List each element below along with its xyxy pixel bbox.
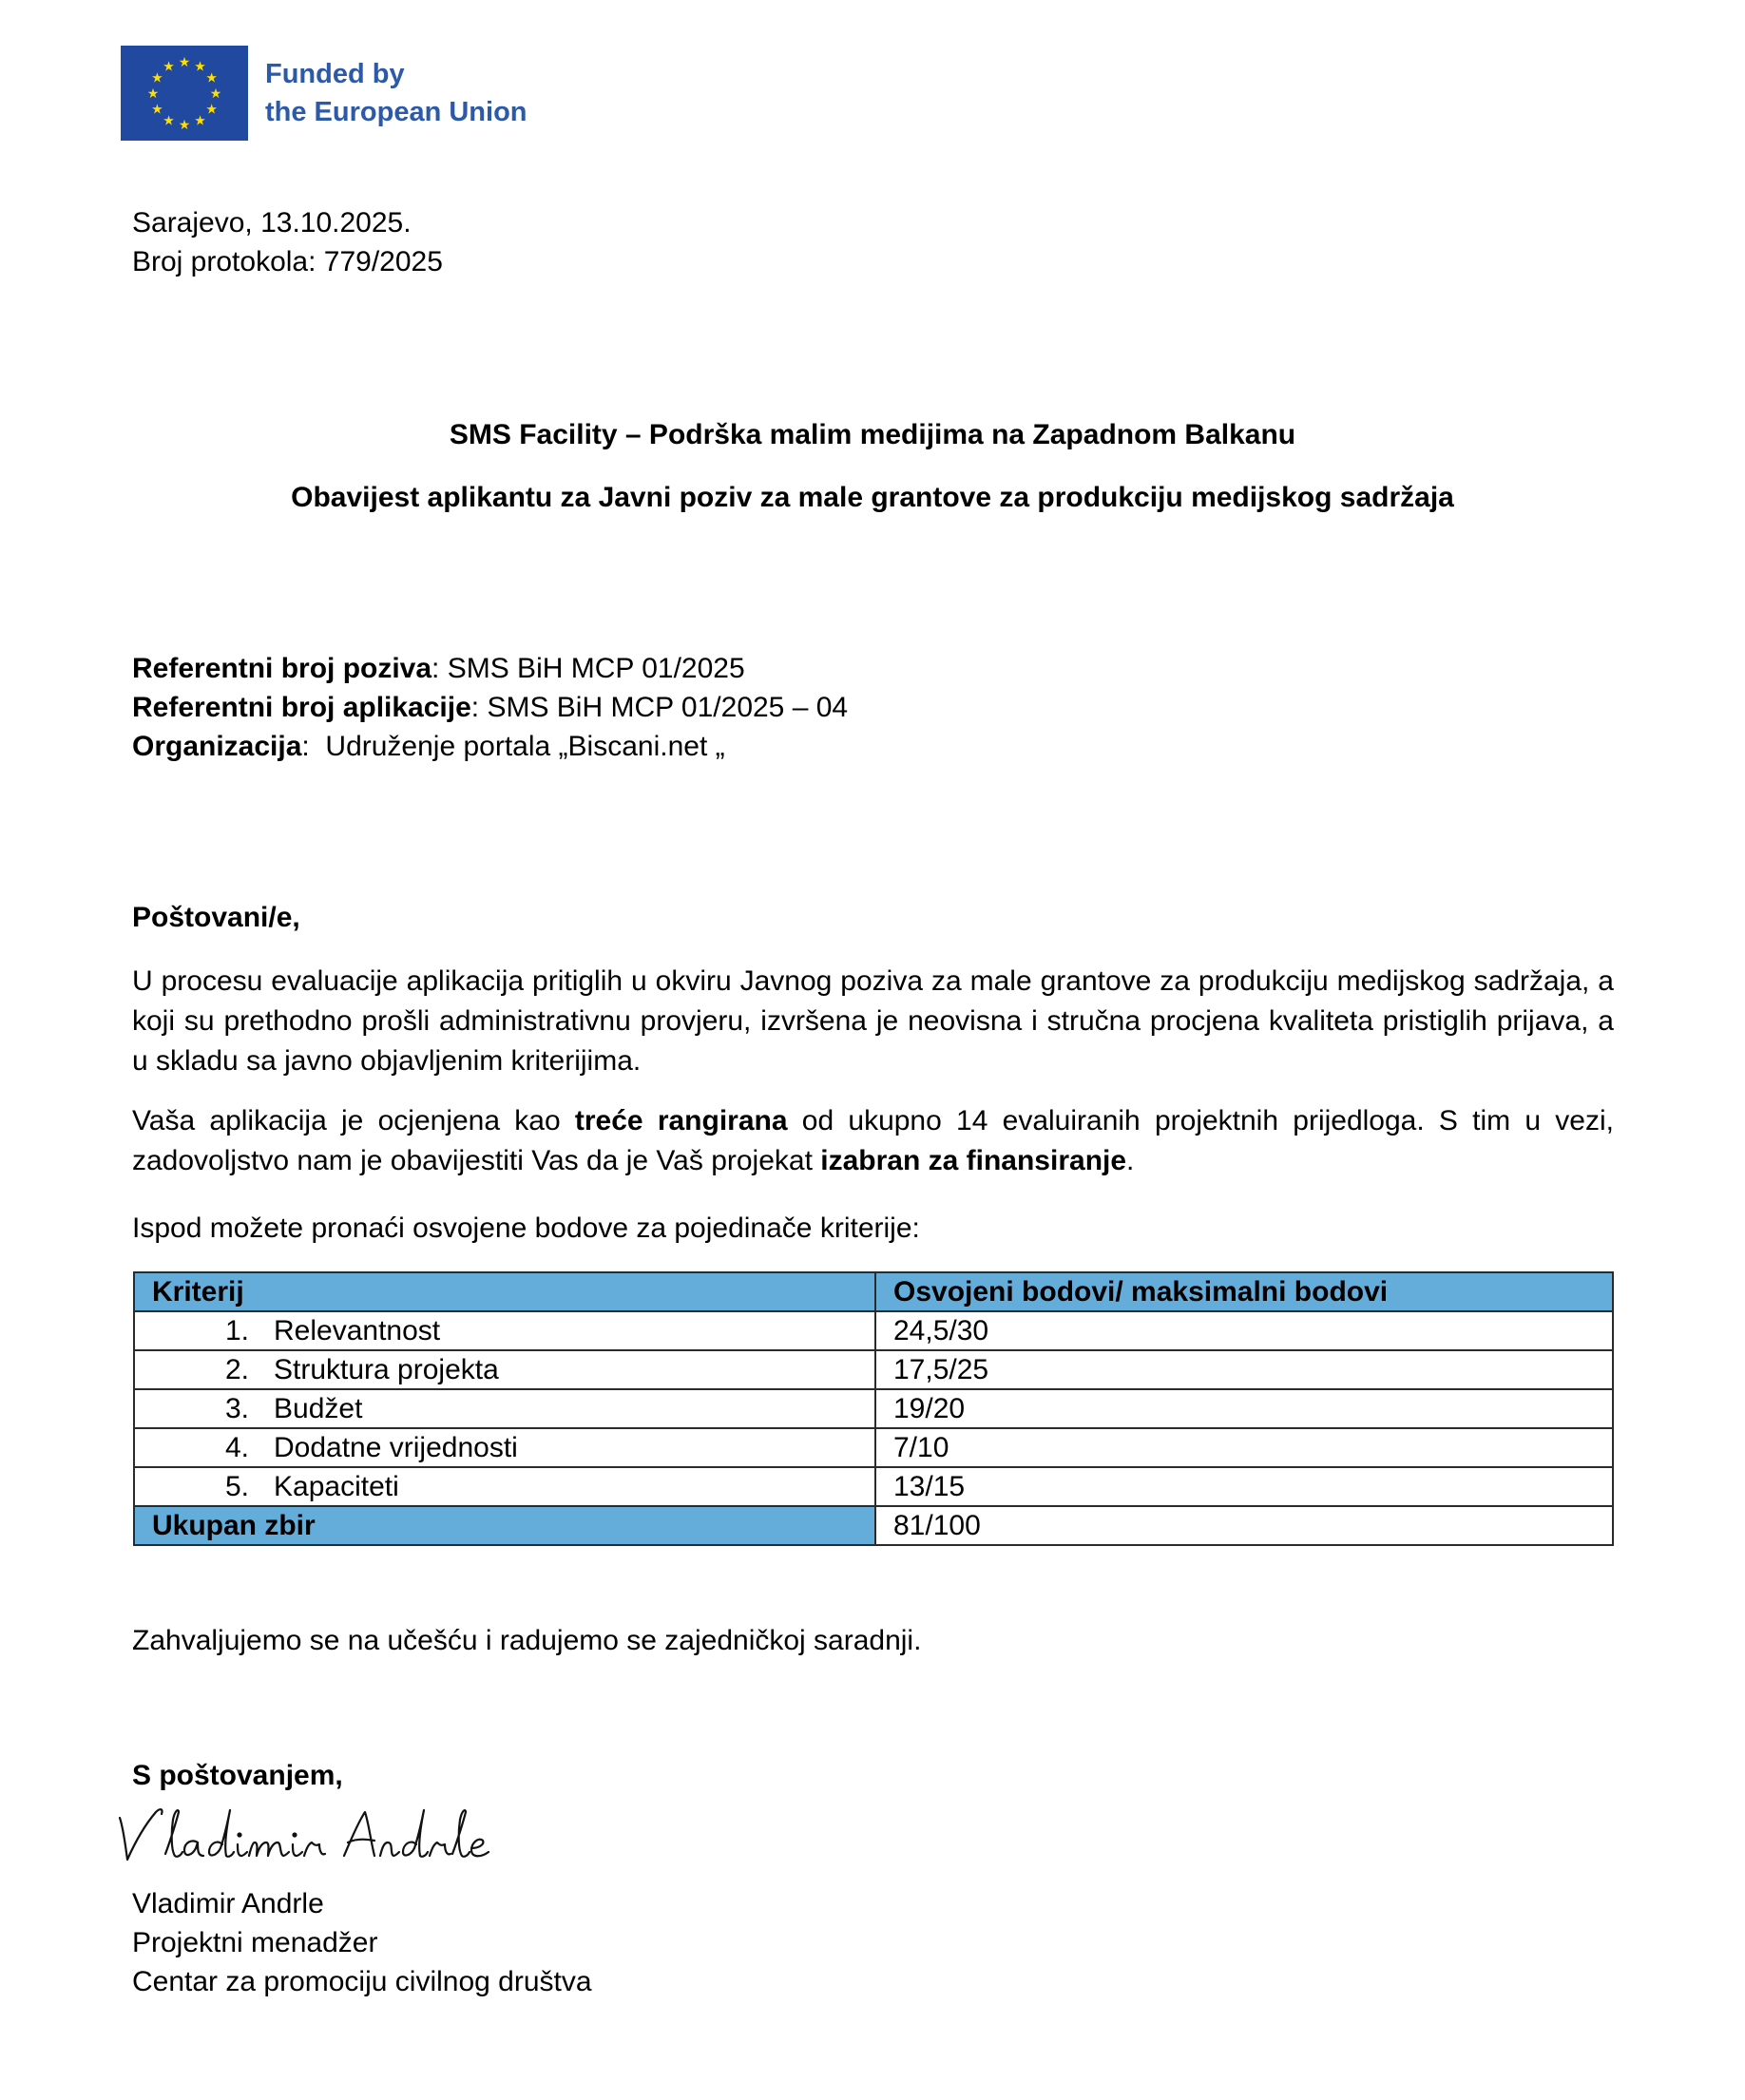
place-date: Sarajevo, 13.10.2025. bbox=[132, 207, 412, 239]
signer-organization: Centar za promociju civilnog društva bbox=[132, 1966, 592, 1997]
closing-salutation: S poštovanjem, bbox=[132, 1760, 343, 1791]
score-cell: 19/20 bbox=[875, 1389, 1613, 1428]
scores-intro: Ispod možete pronaći osvojene bodove za pojedinače kriterije: bbox=[132, 1212, 920, 1244]
signer-name: Vladimir Andrle bbox=[132, 1888, 324, 1919]
eu-text-line2: the European Union bbox=[265, 97, 527, 127]
total-label: Ukupan zbir bbox=[134, 1506, 875, 1545]
score-cell: 13/15 bbox=[875, 1467, 1613, 1506]
rank-highlight: treće rangirana bbox=[574, 1105, 788, 1136]
svg-text:★: ★ bbox=[205, 69, 218, 86]
evaluation-paragraph: U procesu evaluacije aplikacija pritiglih u okviru Javnog poziva za male grantove za produkciju medijskog sadržaja, a koji su prethodno prošli administrativnu provjeru, izvršena je neovisna i stručna procjena kvaliteta pristiglih prijava, a u skladu sa javno objavljenim kriterijima. bbox=[132, 965, 1614, 1077]
svg-text:★: ★ bbox=[146, 86, 160, 101]
organization bbox=[132, 727, 848, 766]
criterion-label: Budžet bbox=[274, 1393, 363, 1424]
reference-block bbox=[132, 649, 848, 766]
criterion-cell bbox=[134, 1467, 875, 1506]
svg-text:★: ★ bbox=[209, 86, 222, 101]
svg-text:★: ★ bbox=[163, 112, 175, 128]
result-text-1: Vaša aplikacija je ocjenjena kao bbox=[132, 1105, 575, 1136]
call-reference-value: : SMS BiH MCP 01/2025 bbox=[431, 653, 745, 684]
result-text-2: od ukupno 14 evaluiranih projektnih prijedloga. S tim u vezi, zadovoljstvo nam je obavijestiti Vas da je Vaš projekat bbox=[132, 1105, 1614, 1176]
criterion-label: Struktura projekta bbox=[274, 1354, 499, 1385]
svg-text:★: ★ bbox=[194, 112, 206, 128]
svg-text:★: ★ bbox=[151, 69, 163, 86]
svg-text:★: ★ bbox=[194, 58, 206, 74]
letter-meta bbox=[132, 203, 443, 281]
eu-flag-icon bbox=[121, 46, 248, 141]
criterion-number: 1. bbox=[224, 1315, 249, 1346]
criterion-label: Relevantnost bbox=[274, 1315, 441, 1346]
call-reference-label: Referentni broj poziva bbox=[132, 653, 432, 684]
table-row bbox=[134, 1350, 1613, 1389]
result-paragraph bbox=[132, 1101, 1614, 1181]
svg-text:★: ★ bbox=[178, 117, 191, 132]
criterion-label: Kapaciteti bbox=[274, 1471, 399, 1502]
eu-funding-text bbox=[265, 55, 527, 131]
criterion-number: 4. bbox=[224, 1432, 249, 1463]
criterion-cell bbox=[134, 1350, 875, 1389]
svg-text:★: ★ bbox=[163, 58, 175, 74]
organization-value: : Udruženje portala „Biscani.net „ bbox=[301, 731, 725, 762]
thanks-text: Zahvaljujemo se na učešću i radujemo se zajedničkoj saradnji. bbox=[132, 1625, 922, 1656]
criterion-number: 3. bbox=[224, 1393, 249, 1424]
document-title: SMS Facility – Podrška malim medijima na Zapadnom Balkanu bbox=[449, 419, 1296, 450]
result-text-3: . bbox=[1126, 1145, 1135, 1176]
criterion-cell bbox=[134, 1428, 875, 1467]
column-header-criterion: Kriterij bbox=[134, 1272, 875, 1311]
table-header-row bbox=[134, 1272, 1613, 1311]
table-row bbox=[134, 1311, 1613, 1350]
eu-text-line1: Funded by bbox=[265, 59, 405, 89]
column-header-score: Osvojeni bodovi/ maksimalni bodovi bbox=[875, 1272, 1613, 1311]
table-row bbox=[134, 1467, 1613, 1506]
score-cell: 24,5/30 bbox=[875, 1311, 1613, 1350]
organization-label: Organizacija bbox=[132, 731, 302, 762]
svg-text:★: ★ bbox=[151, 101, 163, 117]
criterion-label: Dodatne vrijednosti bbox=[274, 1432, 518, 1463]
application-reference bbox=[132, 688, 848, 727]
greeting: Poštovani/e, bbox=[132, 902, 300, 933]
criterion-cell bbox=[134, 1311, 875, 1350]
eu-funding-logo bbox=[121, 46, 527, 141]
signer-block bbox=[132, 1884, 592, 2001]
table-row bbox=[134, 1428, 1613, 1467]
document-subtitle: Obavijest aplikantu za Javni poziv za male grantove za produkciju medijskog sadržaja bbox=[291, 482, 1454, 513]
table-total-row bbox=[134, 1506, 1613, 1545]
svg-text:★: ★ bbox=[205, 101, 218, 117]
table-row bbox=[134, 1389, 1613, 1428]
signer-title: Projektni menadžer bbox=[132, 1927, 378, 1958]
application-reference-label: Referentni broj aplikacije bbox=[132, 692, 471, 723]
svg-text:★: ★ bbox=[178, 54, 191, 69]
signature-icon bbox=[116, 1801, 515, 1877]
call-reference bbox=[132, 649, 848, 688]
funding-highlight: izabran za finansiranje bbox=[820, 1145, 1127, 1176]
criterion-number: 2. bbox=[224, 1354, 249, 1385]
criterion-cell bbox=[134, 1389, 875, 1428]
scores-table bbox=[133, 1271, 1614, 1546]
application-reference-value: : SMS BiH MCP 01/2025 – 04 bbox=[470, 692, 849, 723]
score-cell: 7/10 bbox=[875, 1428, 1613, 1467]
criterion-number: 5. bbox=[224, 1471, 249, 1502]
score-cell: 17,5/25 bbox=[875, 1350, 1613, 1389]
total-score: 81/100 bbox=[875, 1506, 1613, 1545]
handwritten-signature bbox=[116, 1801, 515, 1881]
protocol-number: Broj protokola: 779/2025 bbox=[132, 246, 443, 277]
